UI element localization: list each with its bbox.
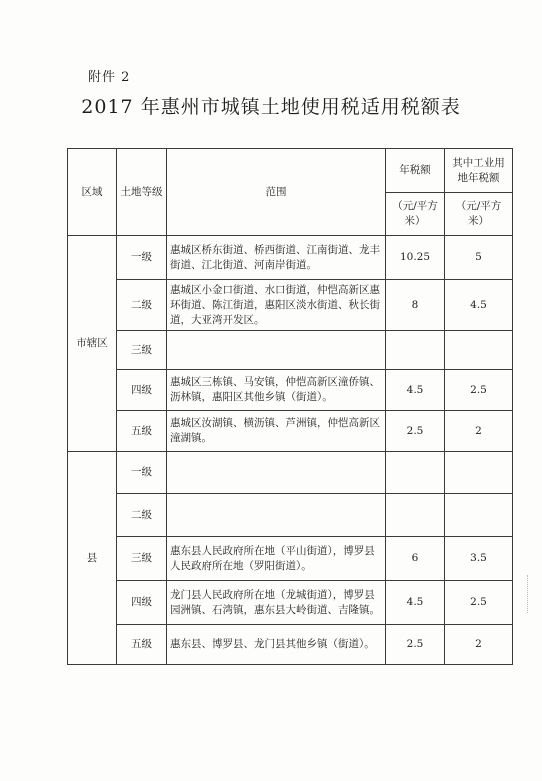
table-row	[68, 625, 513, 665]
annual-tax-cell	[386, 331, 445, 370]
industrial-tax-cell	[445, 452, 513, 494]
grade-cell: 五级	[117, 411, 167, 452]
industrial-tax-cell: 2	[445, 625, 513, 665]
header-annual-tax: 年税额	[386, 149, 445, 193]
scope-cell: 惠城区小金口街道、水口街道，仲恺高新区惠环街道、陈江街道，惠阳区淡水街道、秋长街道，大亚湾开发区。	[167, 280, 386, 331]
grade-cell: 四级	[117, 370, 167, 411]
industrial-tax-cell	[445, 494, 513, 537]
scope-cell: 惠城区桥东街道、桥西街道、江南街道、龙丰街道、江北街道、河南岸街道。	[167, 236, 386, 280]
header-unit-annual: （元/平方米）	[386, 193, 445, 236]
annual-tax-cell: 4.5	[386, 581, 445, 625]
table-row	[68, 452, 513, 494]
annual-tax-cell: 6	[386, 537, 445, 581]
grade-cell: 一级	[117, 236, 167, 280]
header-row	[68, 149, 513, 193]
tax-rate-table	[67, 148, 513, 665]
document-title: 2017 年惠州市城镇土地使用税适用税额表	[81, 96, 461, 118]
annual-tax-cell	[386, 452, 445, 494]
scope-cell: 惠城区汝湖镇、横沥镇、芦洲镇，仲恺高新区潼湖镇。	[167, 411, 386, 452]
scope-cell	[167, 452, 386, 494]
scan-margin-mark	[527, 575, 529, 613]
annual-tax-cell: 2.5	[386, 625, 445, 665]
scope-cell: 惠东县、博罗县、龙门县其他乡镇（街道）。	[167, 625, 386, 665]
header-scope: 范围	[167, 149, 386, 236]
table-row	[68, 537, 513, 581]
industrial-tax-cell	[445, 331, 513, 370]
industrial-tax-cell: 4.5	[445, 280, 513, 331]
table-row	[68, 331, 513, 370]
header-unit-industrial: （元/平方米）	[445, 193, 513, 236]
table-row	[68, 370, 513, 411]
grade-cell: 四级	[117, 581, 167, 625]
table-row	[68, 236, 513, 280]
zone-cell: 市辖区	[68, 236, 117, 452]
industrial-tax-cell: 2	[445, 411, 513, 452]
header-zone: 区域	[68, 149, 117, 236]
annual-tax-cell: 8	[386, 280, 445, 331]
annual-tax-cell: 10.25	[386, 236, 445, 280]
table-row	[68, 494, 513, 537]
scope-cell: 龙门县人民政府所在地（龙城街道），博罗县园洲镇、石湾镇，惠东县大岭街道、吉隆镇。	[167, 581, 386, 625]
industrial-tax-cell: 3.5	[445, 537, 513, 581]
industrial-tax-cell: 5	[445, 236, 513, 280]
table-row	[68, 280, 513, 331]
grade-cell: 三级	[117, 537, 167, 581]
scope-cell: 惠城区三栋镇、马安镇，仲恺高新区潼侨镇、沥林镇，惠阳区其他乡镇（街道）。	[167, 370, 386, 411]
scope-cell	[167, 331, 386, 370]
scope-cell: 惠东县人民政府所在地（平山街道），博罗县人民政府所在地（罗阳街道）。	[167, 537, 386, 581]
industrial-tax-cell: 2.5	[445, 581, 513, 625]
table-row	[68, 581, 513, 625]
annual-tax-cell: 4.5	[386, 370, 445, 411]
scope-cell	[167, 494, 386, 537]
grade-cell: 二级	[117, 494, 167, 537]
grade-cell: 二级	[117, 280, 167, 331]
attachment-label: 附件 2	[88, 70, 131, 85]
zone-cell: 县	[68, 452, 117, 665]
annual-tax-cell: 2.5	[386, 411, 445, 452]
annual-tax-cell	[386, 494, 445, 537]
header-grade: 土地等级	[117, 149, 167, 236]
grade-cell: 三级	[117, 331, 167, 370]
grade-cell: 五级	[117, 625, 167, 665]
grade-cell: 一级	[117, 452, 167, 494]
header-industrial-tax: 其中工业用地年税额	[445, 149, 513, 193]
table-row	[68, 411, 513, 452]
industrial-tax-cell: 2.5	[445, 370, 513, 411]
